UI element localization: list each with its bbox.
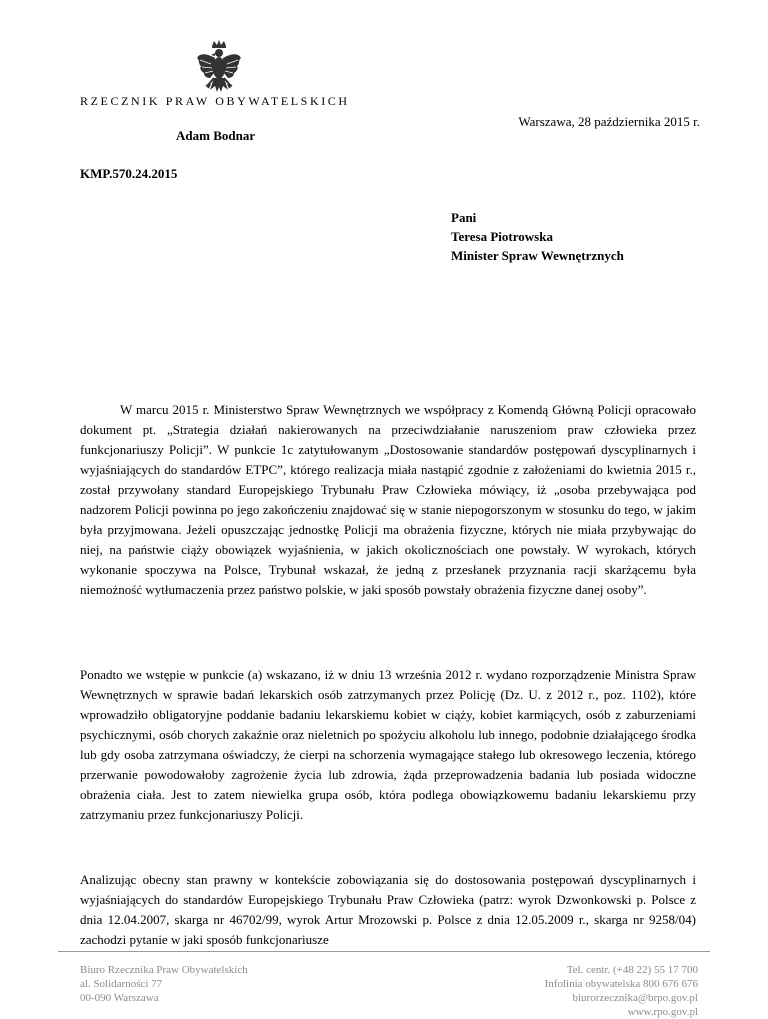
- footer-phone: Tel. centr. (+48 22) 55 17 700: [566, 964, 698, 976]
- footer-address: [80, 963, 248, 1005]
- body-paragraph-3: Analizując obecny stan prawny w kontekście zobowiązania się do dostosowania postępowań dyscyplinarnych i wyjaśniających do standardów Europejskiego Trybunału Praw Człowieka (patrz: wyrok Dzwonkowski p. Polsce z dnia 12.04.2007, skarga nr 46702/99, wyrok Artur Mrozowski p. Polsce z dnia 12.05.2009 r., skarga nr 9258/04) zachodzi pytanie w jaki sposób funkcjonariusze: [80, 872, 696, 947]
- institution-name: RZECZNIK PRAW OBYWATELSKICH: [80, 94, 350, 108]
- letter-date: Warszawa, 28 października 2015 r.: [518, 114, 700, 129]
- addressee-name: Teresa Piotrowska: [451, 229, 553, 244]
- footer-divider: [58, 951, 710, 952]
- addressee-position: Minister Spraw Wewnętrznych: [451, 248, 624, 263]
- body-paragraph-1: W marcu 2015 r. Ministerstwo Spraw Wewnętrznych we współpracy z Komendą Główną Policji opracowało dokument pt. „Strategia działań nakierowanych na przeciwdziałanie naruszeniom praw człowieka przez funkcjonariuszy Policji”. W punkcie 1c zatytułowanym „Dostosowanie standardów postępowań dyscyplinarnych i wyjaśniających do standardów ETPC”, którego realizacja miała nastąpić zgodnie z założeniami do kwietnia 2015 r., został przywołany standard Europejskiego Trybunału Praw Człowieka mówiący, iż „osoba przebywająca pod nadzorem Policji powinna po jego zakończeniu znajdować się w stanie niepogorszonym w stosunku do tego, w jakim była przyjmowana. Jeżeli opuszczając jednostkę Policji ma obrażenia fizyczne, których nie miała przybywając do niej, na państwie ciąży obowiązek wyjaśnienia, w jakich okolicznościach one powstały. W wyrokach, których wykonanie spoczywa na Polsce, Trybunał wskazał, że jedną z przesłanek przyznania racji skarżącemu była niemożność wytłumaczenia przez państwo polskie, w jaki sposób powstały obrażenia fizyczne danej osoby”.: [80, 402, 696, 597]
- footer-hotline: Infolinia obywatelska 800 676 676: [544, 978, 698, 990]
- footer-contact: [545, 963, 698, 1019]
- sender-name: Adam Bodnar: [176, 128, 256, 143]
- body-paragraph-2: Ponadto we wstępie w punkcie (a) wskazano, iż w dniu 13 września 2012 r. wydano rozporządzenie Ministra Spraw Wewnętrznych w sprawie badań lekarskich osób zatrzymanych przez Policję (Dz. U. z 2012 r., poz. 1102), które wprowadziło obligatoryjne poddanie badaniu lekarskiemu kobiet w ciąży, kobiet karmiących, osób z zaburzeniami psychicznymi, osób chorych zakaźnie oraz nieletnich po spożyciu alkoholu lub innego, podobnie działającego środka lub gdy osoba zatrzymana oświadczy, że cierpi na schorzenia wymagające stałego lub okresowego leczenia, którego przerwanie powodowałoby zagrożenie życia lub zdrowia, żąda przeprowadzenia badania lub posiada widoczne obrażenia ciała. Jest to zatem niewielka grupa osób, która podlega obowiązkowemu badaniu lekarskiemu przy zatrzymaniu przez funkcjonariuszy Policji.: [80, 667, 696, 822]
- polish-eagle-emblem-icon: [196, 40, 242, 98]
- reference-number: KMP.570.24.2015: [80, 166, 178, 181]
- footer-website-link[interactable]: www.rpo.gov.pl: [627, 1006, 698, 1018]
- footer-street: al. Solidarności 77: [80, 978, 163, 990]
- addressee-salutation: Pani: [451, 210, 477, 225]
- footer-office-name: Biuro Rzecznika Praw Obywatelskich: [80, 964, 248, 976]
- footer-postal-city: 00-090 Warszawa: [80, 992, 159, 1004]
- footer-email-link[interactable]: biurorzecznika@brpo.gov.pl: [572, 992, 698, 1004]
- addressee-block: [451, 208, 624, 265]
